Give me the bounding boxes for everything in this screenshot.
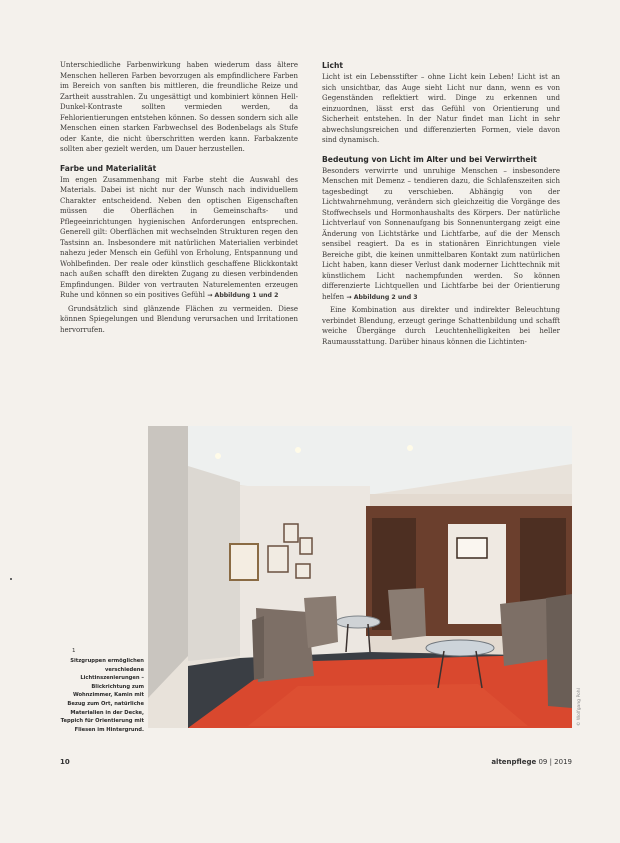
figure-reference-2: → Abbildung 2 und 3: [346, 293, 418, 301]
licht-paragraph: Licht ist ein Lebensstifter – ohne Licht kein Leben! Licht ist an sich unsichtbar, das Auge sieht Licht nur dann, wenn es von Gegenständen reflektiert wird. Dinge zu erkennen und einzuordnen, lässt erst das Gefühl von Orientierung und Sicherheit entstehen. In der Natur findet man Licht in sehr abwechslungsreichen und differenzierten Formen, viele davon sind dynamisch.: [322, 73, 560, 144]
section-heading-licht: Licht: [322, 61, 343, 70]
issue-number: 09 | 2019: [538, 758, 572, 766]
bedeutung-paragraph: [322, 166, 560, 304]
photo-credit: © Wolfgang Pohl: [577, 688, 582, 726]
section-heading-farbe: Farbe und Materialität: [60, 163, 157, 173]
body-paragraph: [60, 175, 298, 302]
magazine-name: altenpflege: [491, 758, 537, 766]
section-heading-bedeutung: Bedeutung von Licht im Alter und bei Verwirrtheit: [322, 154, 537, 164]
magazine-footer: [491, 758, 572, 766]
right-column: [322, 60, 560, 347]
lounge-photo: [148, 426, 572, 728]
left-column: [60, 60, 298, 335]
intro-paragraph: Unterschiedliche Farbenwirkung haben wiederum dass ältere Menschen helleren Farben bevorzugen als empfindlichere Farben im Bereich von sanften bis mittleren, die freundliche Reize und Zartheit ausstrahlen. Zu ungesättigt und kombiniert können Hell-Dunkel-Kontraste sollten vermieden werden, da Fehlorientierungen entstehen können. So dessen sondern sich alle Menschen einen starken Farbwechsel des Bodenbelags als Stufe oder Kante, die nicht überschritten werden kann. Farbakzente sollten aber gezielt werden, um Dauer herzustellen.: [60, 61, 298, 153]
margin-mark: [10, 578, 12, 580]
bedeutung-text: Besonders verwirrte und unruhige Menschen – insbesondere Menschen mit Demenz – tendieren dazu, die Schlafenszeiten sich tagesbedingt zu verschieben. Abhängig von der Lichtwahrnehmung, verändern sich gleichzeitig die Vorgänge des Stoffwechsels und Hormonhaushalts des Körpers. Der natürliche Lichtverlauf von Sonnenaufgang bis Sonnenuntergang zeigt eine Änderung von Lichtstärke und Lichtfarbe, auf die der Mensch sensibel reagiert. Da es in stationären Einrichtungen viele Bereiche gibt, die keinen unmittelbaren Kontakt zum natürlichen Licht haben, kann dieser Verlust dank moderner Lichttechnik mit künstlichem Licht nachempfunden werden. So können differenzierte Lichtquellen und Lichtfarbe bei der Orientierung helfen: [322, 166, 560, 301]
figure-number: 1: [72, 648, 76, 654]
kombination-paragraph: Eine Kombination aus direkter und indirekter Beleuchtung verbindet Blendung, erzeugt geringe Schattenbildung und schafft weiche Übergänge durch Leuchtenhelligkeiten bei heller Raumausstattung. Darüber hinaus können die Lichtinten-: [322, 306, 560, 346]
figure-caption: Sitzgruppen ermöglichen verschiedene Lichtinszenierungen – Blickrichtung zum Wohnzimmer, Kamin mit Bezug zum Ort, natürliche Materialien in der Decke, Teppich für Orientierung mit Fliesen im Hintergrund.: [60, 658, 144, 733]
page-number: 10: [60, 758, 70, 766]
body-paragraph-2: Grundsätzlich sind glänzende Flächen zu vermeiden. Diese können Spiegelungen und Blendung verursachen und Irritationen hervorrufen.: [60, 304, 298, 334]
body-text: Im engen Zusammenhang mit Farbe steht die Auswahl des Materials. Dabei ist nicht nur der Wunsch nach individuellem Charakter entscheidend. Neben den optischen Eigenschaften müssen die Oberflächen in Gemeinschafts- und Pflegeeinrichtungen hygienischen Anforderungen entsprechen. Generell gilt: Oberflächen mit wechselnden Strukturen regen den Tastsinn an. Insbesondere mit natürlichen Materialien verbindet nahezu jeder Mensch ein Gefühl von Erholung, Entspannung und Wohlbefinden. Der reale oder künstlich geschaffene Blickkontakt nach außen schafft den direkten Zugang zu diesen verbindenden Empfindungen. Bilder von vertrauten Naturelementen erzeugen Ruhe und können so ein positives Gefühl: [60, 175, 298, 299]
figure-reference: → Abbildung 1 und 2: [207, 292, 279, 299]
